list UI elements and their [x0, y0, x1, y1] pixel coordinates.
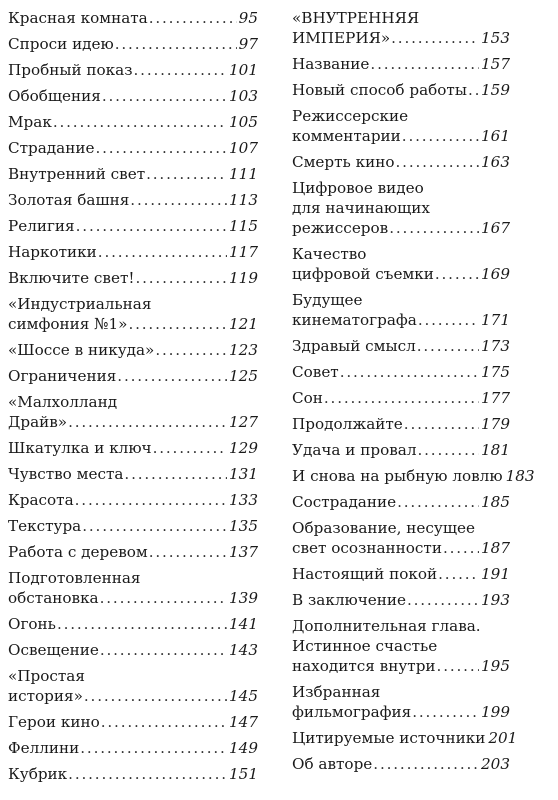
toc-page-number: 123 — [229, 341, 258, 359]
toc-entry[interactable] — [8, 490, 258, 510]
toc-entry-title-line: Работа с деревом — [8, 543, 148, 561]
dot-leader — [98, 242, 227, 262]
toc-entry-last-line — [292, 754, 510, 774]
toc-entry[interactable] — [292, 518, 510, 558]
toc-entry-last-line — [8, 242, 258, 262]
toc-entry[interactable] — [8, 392, 258, 432]
toc-entry-last-line — [8, 764, 258, 784]
toc-page-number: 95 — [238, 9, 258, 27]
toc-entry[interactable] — [8, 86, 258, 106]
toc-entry[interactable] — [8, 764, 258, 784]
toc-entry[interactable] — [292, 590, 510, 610]
toc-entry-title-line: «Простая — [8, 667, 85, 685]
toc-left-column — [8, 8, 258, 790]
toc-entry-last-line — [292, 152, 510, 172]
toc-page-number: 127 — [229, 413, 258, 431]
toc-entry-last-line — [8, 268, 258, 288]
toc-entry-last-line — [292, 388, 510, 408]
toc-entry[interactable] — [292, 106, 510, 146]
toc-entry-last-line — [292, 218, 510, 238]
toc-entry-title-line: Феллини — [8, 739, 80, 757]
toc-entry-title-line: «ВНУТРЕННЯЯ — [292, 9, 420, 27]
toc-entry-title-line: история» — [8, 687, 83, 705]
toc-entry[interactable] — [8, 164, 258, 184]
dot-leader — [389, 218, 479, 238]
toc-entry-last-line — [8, 614, 258, 634]
toc-entry-title-line: «Индустриальная — [8, 295, 152, 313]
toc-entry[interactable] — [8, 34, 258, 54]
dot-leader — [402, 126, 479, 146]
toc-page-number: 171 — [481, 311, 510, 329]
toc-page-number: 125 — [229, 367, 258, 385]
toc-entry[interactable] — [292, 80, 510, 100]
toc-page-number: 133 — [229, 491, 258, 509]
dot-leader — [117, 366, 227, 386]
toc-entry-last-line — [8, 588, 258, 608]
toc-entry-title-line: Истинное счастье — [292, 637, 438, 655]
toc-entry-title-line: Подготовленная — [8, 569, 141, 587]
toc-page-number: 163 — [481, 153, 510, 171]
toc-entry-last-line — [8, 314, 258, 334]
dot-leader — [57, 614, 227, 634]
toc-entry-title-line: Избранная — [292, 683, 381, 701]
toc-page-number: 179 — [481, 415, 510, 433]
dot-leader — [397, 492, 479, 512]
toc-entry-last-line — [8, 8, 258, 28]
toc-entry-title-line: фильмография — [292, 703, 412, 721]
toc-entry-title-line: Совет — [292, 363, 339, 381]
toc-entry-title-line: Кубрик — [8, 765, 68, 783]
toc-entry-title-line: Мрак — [8, 113, 52, 131]
dot-leader — [68, 412, 227, 432]
toc-entry-title-line: В заключение — [292, 591, 406, 609]
toc-entry-last-line — [8, 86, 258, 106]
toc-entry[interactable] — [8, 190, 258, 210]
dot-leader — [100, 640, 227, 660]
toc-entry[interactable] — [292, 492, 510, 512]
dot-leader — [135, 268, 227, 288]
toc-page-number: 139 — [229, 589, 258, 607]
toc-entry[interactable] — [292, 754, 510, 774]
toc-entry-title-line: Золотая башня — [8, 191, 130, 209]
toc-entry-title-line: кинематографа — [292, 311, 417, 329]
toc-page-number: 191 — [481, 565, 510, 583]
toc-page-number: 185 — [481, 493, 510, 511]
toc-entry[interactable] — [8, 464, 258, 484]
toc-entry-title-line: Красная комната — [8, 9, 148, 27]
toc-entry-title-line: Ограничения — [8, 367, 117, 385]
toc-page-number: 175 — [481, 363, 510, 381]
toc-entry-title-line: Новый способ работы — [292, 81, 467, 99]
toc-entry[interactable] — [8, 640, 258, 660]
dot-leader — [100, 588, 227, 608]
toc-entry[interactable] — [8, 242, 258, 262]
toc-page-number: 143 — [229, 641, 258, 659]
dot-leader — [149, 542, 227, 562]
toc-page-number: 153 — [481, 29, 510, 47]
toc-page-number: 157 — [481, 55, 510, 73]
toc-entry-title-line: ИМПЕРИЯ» — [292, 29, 391, 47]
toc-page-number: 129 — [229, 439, 258, 457]
toc-page-number: 131 — [229, 465, 258, 483]
toc-entry[interactable] — [292, 54, 510, 74]
toc-entry-last-line — [292, 362, 510, 382]
toc-entry[interactable] — [292, 244, 510, 284]
toc-page-number: 187 — [481, 539, 510, 557]
toc-entry-last-line — [292, 466, 535, 486]
dot-leader — [84, 686, 227, 706]
toc-entry-last-line — [8, 738, 258, 758]
toc-page-number: 195 — [481, 657, 510, 675]
dot-leader — [53, 112, 227, 132]
toc-entry-last-line — [292, 538, 510, 558]
toc-page-number: 167 — [481, 219, 510, 237]
toc-entry[interactable] — [8, 712, 258, 732]
toc-entry-title-line: Название — [292, 55, 370, 73]
dot-leader — [443, 538, 479, 558]
toc-entry[interactable] — [8, 666, 258, 706]
toc-entry[interactable] — [292, 564, 510, 584]
toc-entry-last-line — [292, 80, 510, 100]
dot-leader — [95, 138, 227, 158]
toc-entry-last-line — [292, 440, 510, 460]
toc-entry-title-line: Освещение — [8, 641, 99, 659]
dot-leader — [134, 60, 227, 80]
toc-entry[interactable] — [292, 290, 510, 330]
dot-leader — [468, 80, 479, 100]
toc-page-number: 101 — [229, 61, 258, 79]
toc-entry-last-line — [292, 656, 510, 676]
toc-entry-last-line — [8, 190, 258, 210]
toc-entry-title-line: Об авторе — [292, 755, 373, 773]
toc-entry-last-line — [292, 28, 510, 48]
toc-entry-last-line — [8, 366, 258, 386]
toc-entry[interactable] — [8, 366, 258, 386]
toc-entry-title-line: Цитируемые источники — [292, 729, 486, 747]
toc-entry-title-line: Смерть кино — [292, 153, 395, 171]
toc-entry-title-line: Наркотики — [8, 243, 97, 261]
toc-entry-title-line: Драйв» — [8, 413, 68, 431]
toc-entry-title-line: Чувство места — [8, 465, 124, 483]
toc-entry-last-line — [8, 34, 258, 54]
toc-entry-title-line: Внутренний свет — [8, 165, 146, 183]
dot-leader — [391, 28, 479, 48]
toc-entry-title-line: Шкатулка и ключ — [8, 439, 152, 457]
toc-entry-last-line — [8, 164, 258, 184]
toc-entry-title-line: Удача и провал — [292, 441, 417, 459]
toc-entry[interactable] — [292, 466, 535, 486]
toc-entry[interactable] — [8, 294, 258, 334]
toc-page-number: 199 — [481, 703, 510, 721]
dot-leader — [124, 464, 227, 484]
toc-entry-title-line: Красота — [8, 491, 74, 509]
toc-entry[interactable] — [292, 178, 510, 238]
toc-entry-last-line — [8, 216, 258, 236]
toc-entry-title-line: «Малхолланд — [8, 393, 118, 411]
toc-entry-title-line: Спроси идею — [8, 35, 114, 53]
toc-entry-last-line — [292, 702, 510, 722]
toc-page-number: 113 — [229, 191, 258, 209]
toc-entry[interactable] — [8, 138, 258, 158]
toc-page-number: 173 — [481, 337, 510, 355]
toc-entry[interactable] — [8, 216, 258, 236]
dot-leader — [75, 490, 227, 510]
toc-entry-last-line — [292, 126, 510, 146]
toc-entry-title-line: И снова на рыбную ловлю — [292, 467, 503, 485]
toc-entry-last-line — [8, 412, 258, 432]
toc-page-number: 107 — [229, 139, 258, 157]
dot-leader — [418, 440, 480, 460]
toc-page-number: 145 — [229, 687, 258, 705]
dot-leader — [155, 340, 227, 360]
toc-entry-title-line: цифровой съемки — [292, 265, 434, 283]
dot-leader — [437, 656, 479, 676]
toc-entry[interactable] — [292, 336, 510, 356]
toc-entry-last-line — [8, 60, 258, 80]
toc-page-number: 159 — [481, 81, 510, 99]
toc-page-number: 119 — [229, 269, 258, 287]
toc-entry-last-line — [8, 112, 258, 132]
toc-entry[interactable] — [8, 738, 258, 758]
toc-entry[interactable] — [292, 682, 510, 722]
toc-page-number: 137 — [229, 543, 258, 561]
toc-entry-last-line — [292, 336, 510, 356]
toc-page-number: 151 — [229, 765, 258, 783]
toc-entry-title-line: Включите свет! — [8, 269, 135, 287]
toc-entry[interactable] — [8, 614, 258, 634]
toc-entry-title-line: Пробный показ — [8, 61, 133, 79]
toc-entry-last-line — [8, 542, 258, 562]
toc-entry-last-line — [8, 686, 258, 706]
dot-leader — [435, 264, 479, 284]
dot-leader — [101, 712, 227, 732]
toc-entry-title-line: Дополнительная глава. — [292, 617, 481, 635]
toc-page-number: 111 — [229, 165, 258, 183]
dot-leader — [76, 216, 227, 236]
toc-entry-last-line — [292, 564, 510, 584]
toc-entry[interactable] — [292, 440, 510, 460]
toc-entry-last-line — [8, 138, 258, 158]
toc-entry-last-line — [292, 264, 510, 284]
dot-leader — [324, 388, 479, 408]
toc-entry-title-line: для начинающих — [292, 199, 430, 217]
toc-entry-title-line: режиссеров — [292, 219, 389, 237]
toc-entry-title-line: «Шоссе в никуда» — [8, 341, 155, 359]
dot-leader — [102, 86, 227, 106]
toc-entry[interactable] — [8, 340, 258, 360]
dot-leader — [130, 190, 227, 210]
toc-entry[interactable] — [8, 516, 258, 536]
toc-entry-title-line: Сострадание — [292, 493, 397, 511]
toc-entry-title-line: Текстура — [8, 517, 82, 535]
toc-entry-title-line: Герои кино — [8, 713, 100, 731]
toc-entry-title-line: свет осознанности — [292, 539, 442, 557]
toc-entry-last-line — [8, 640, 258, 660]
dot-leader — [115, 34, 237, 54]
toc-entry[interactable] — [8, 8, 258, 28]
toc-entry[interactable] — [8, 542, 258, 562]
toc-entry-title-line: симфония №1» — [8, 315, 128, 333]
toc-page-number: 193 — [481, 591, 510, 609]
toc-entry-last-line — [8, 712, 258, 732]
dot-leader — [146, 164, 227, 184]
dot-leader — [68, 764, 227, 784]
toc-entry-title-line: обстановка — [8, 589, 99, 607]
toc-entry-title-line: Религия — [8, 217, 75, 235]
dot-leader — [417, 336, 479, 356]
toc-entry[interactable] — [292, 152, 510, 172]
toc-entry[interactable] — [292, 414, 510, 434]
toc-entry-title-line: Цифровое видео — [292, 179, 424, 197]
toc-entry-title-line: Будущее — [292, 291, 363, 309]
toc-page-number: 181 — [481, 441, 510, 459]
toc-entry-last-line — [292, 728, 518, 748]
toc-entry-last-line — [8, 340, 258, 360]
toc-page-number: 121 — [229, 315, 258, 333]
toc-page-number: 105 — [229, 113, 258, 131]
toc-page-number: 115 — [229, 217, 258, 235]
toc-page-number: 117 — [229, 243, 258, 261]
toc-entry[interactable] — [292, 388, 510, 408]
toc-entry[interactable] — [292, 616, 510, 676]
dot-leader — [340, 362, 479, 382]
toc-entry-last-line — [292, 590, 510, 610]
toc-page-number: 161 — [481, 127, 510, 145]
toc-entry-last-line — [292, 310, 510, 330]
toc-entry[interactable] — [8, 268, 258, 288]
toc-page-number: 147 — [229, 713, 258, 731]
dot-leader — [128, 314, 227, 334]
toc-entry-title-line: Сон — [292, 389, 323, 407]
dot-leader — [407, 590, 479, 610]
toc-entry-title-line: Качество — [292, 245, 367, 263]
toc-entry-last-line — [8, 490, 258, 510]
toc-entry[interactable] — [292, 728, 518, 748]
dot-leader — [82, 516, 227, 536]
toc-entry-last-line — [8, 464, 258, 484]
dot-leader — [153, 438, 227, 458]
toc-entry[interactable] — [8, 568, 258, 608]
toc-page-number: 183 — [505, 467, 535, 485]
toc-entry-title-line: Образование, несущее — [292, 519, 475, 537]
toc-entry-last-line — [292, 492, 510, 512]
toc-page-number: 97 — [238, 35, 258, 53]
toc-entry-last-line — [292, 54, 510, 74]
dot-leader — [370, 54, 479, 74]
toc-page-number: 135 — [229, 517, 258, 535]
dot-leader — [412, 702, 479, 722]
toc-page-number: 149 — [229, 739, 258, 757]
toc-page-number: 141 — [229, 615, 258, 633]
toc-entry[interactable] — [8, 60, 258, 80]
toc-entry[interactable] — [292, 362, 510, 382]
dot-leader — [438, 564, 479, 584]
toc-page-number: 103 — [229, 87, 258, 105]
toc-entry-title-line: Огонь — [8, 615, 56, 633]
toc-page-number: 203 — [481, 755, 510, 773]
toc-entry-title-line: комментарии — [292, 127, 401, 145]
dot-leader — [149, 8, 237, 28]
toc-entry-title-line: Обобщения — [8, 87, 101, 105]
toc-page-number: 169 — [481, 265, 510, 283]
toc-entry-last-line — [8, 438, 258, 458]
toc-entry-title-line: Режиссерские — [292, 107, 409, 125]
toc-right-column — [292, 8, 535, 780]
toc-entry[interactable] — [8, 438, 258, 458]
toc-entry-title-line: Страдание — [8, 139, 95, 157]
toc-entry-title-line: Настоящий покой — [292, 565, 438, 583]
dot-leader — [418, 310, 479, 330]
dot-leader — [373, 754, 479, 774]
toc-entry[interactable] — [8, 112, 258, 132]
toc-entry-title-line: Здравый смысл — [292, 337, 416, 355]
dot-leader — [396, 152, 479, 172]
toc-entry-last-line — [292, 414, 510, 434]
dot-leader — [80, 738, 227, 758]
toc-entry-title-line: находится внутри — [292, 657, 436, 675]
toc-page-number: 177 — [481, 389, 510, 407]
toc-entry[interactable] — [292, 8, 510, 48]
toc-page-number: 201 — [488, 729, 518, 747]
toc-entry-last-line — [8, 516, 258, 536]
dot-leader — [404, 414, 479, 434]
toc-entry-title-line: Продолжайте — [292, 415, 403, 433]
